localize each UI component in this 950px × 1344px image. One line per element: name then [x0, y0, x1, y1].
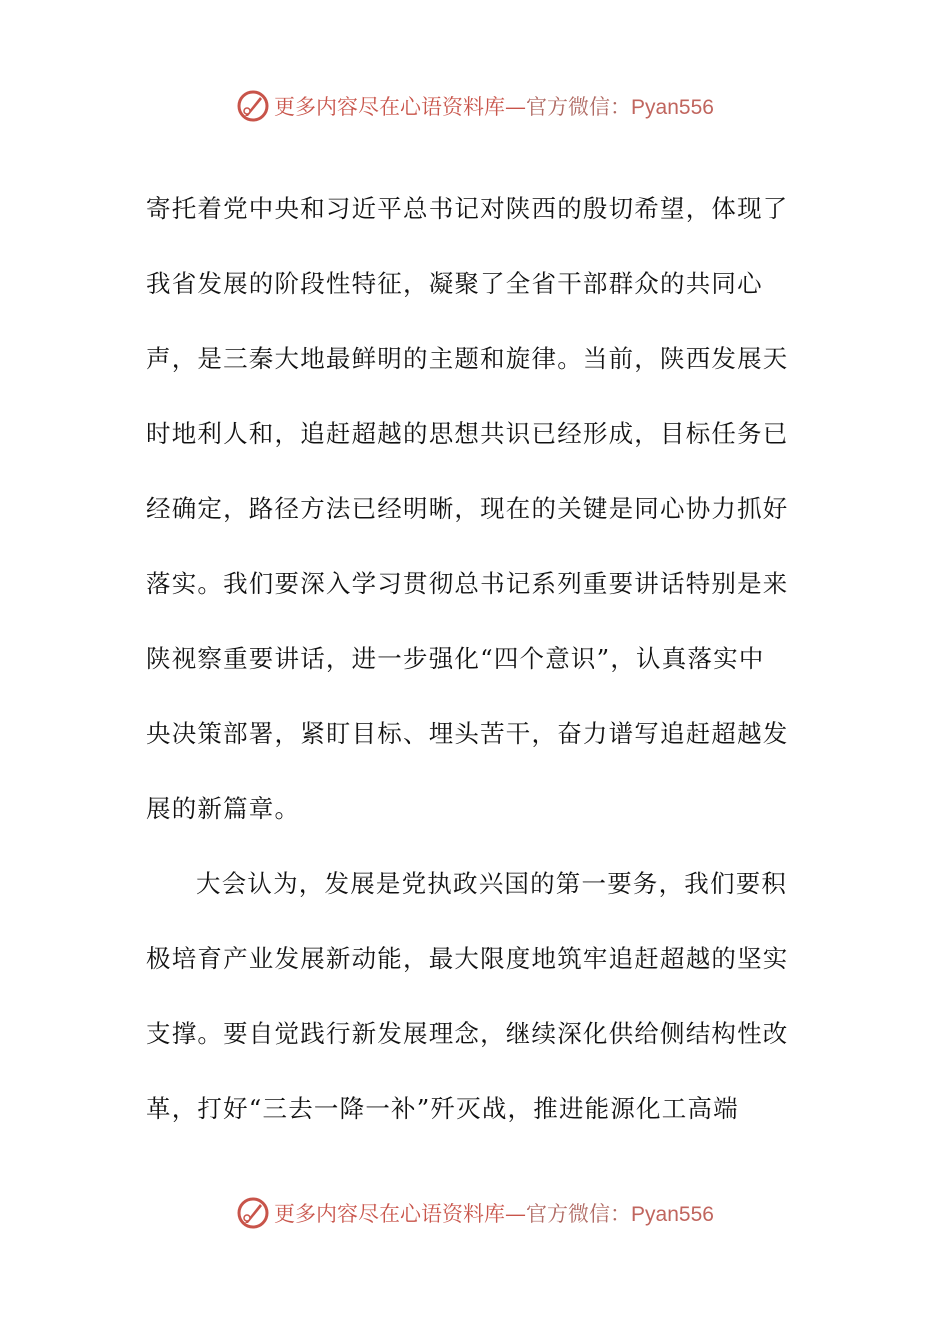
- header-banner: [0, 86, 950, 126]
- footer-wechat-id: Pyan556: [631, 1203, 714, 1226]
- footer-promo: 更多内容尽在心语资料库: [274, 1202, 506, 1226]
- footer-dash: —: [505, 1202, 527, 1226]
- text-line: 寄托着党中央和习近平总书记对陕西的殷切希望，体现了: [146, 194, 789, 223]
- header-promo-text: [274, 91, 714, 121]
- text-line: 时地利人和，追赶超越的思想共识已经形成，目标任务已: [146, 419, 789, 448]
- header-wechat-label: 官方微信：: [526, 95, 632, 119]
- text-line: 声，是三秦大地最鲜明的主题和旋律。当前，陕西发展天: [146, 344, 789, 373]
- text-line: 陕视察重要讲话，进一步强化“四个意识”，认真落实中: [146, 644, 765, 673]
- footer-banner: [0, 1193, 950, 1233]
- text-line: 央决策部署，紧盯目标、埋头苦干，奋力谱写追赶超越发: [146, 719, 789, 748]
- text-line: 落实。我们要深入学习贯彻总书记系列重要讲话特别是来: [146, 569, 789, 598]
- text-line: 展的新篇章。: [146, 794, 301, 823]
- text-line: 支撑。要自觉践行新发展理念，继续深化供给侧结构性改: [146, 1019, 789, 1048]
- header-dash: —: [505, 95, 527, 119]
- document-body: [146, 171, 789, 1146]
- quill-logo-icon: [236, 1196, 270, 1230]
- text-line: 经确定，路径方法已经明晰，现在的关键是同心协力抓好: [146, 494, 789, 523]
- footer-wechat-label: 官方微信：: [526, 1202, 632, 1226]
- text-line: 革，打好“三去一降一补”歼灭战，推进能源化工高端: [146, 1094, 739, 1123]
- footer-promo-text: [274, 1198, 714, 1228]
- quill-logo-icon: [236, 89, 270, 123]
- header-wechat-id: Pyan556: [631, 96, 714, 119]
- header-promo: 更多内容尽在心语资料库: [274, 95, 506, 119]
- text-line: 我省发展的阶段性特征，凝聚了全省干部群众的共同心: [146, 269, 763, 298]
- text-line: 极培育产业发展新动能，最大限度地筑牢追赶超越的坚实: [146, 944, 789, 973]
- paragraph-start-line: 大会认为，发展是党执政兴国的第一要务，我们要积: [196, 869, 788, 898]
